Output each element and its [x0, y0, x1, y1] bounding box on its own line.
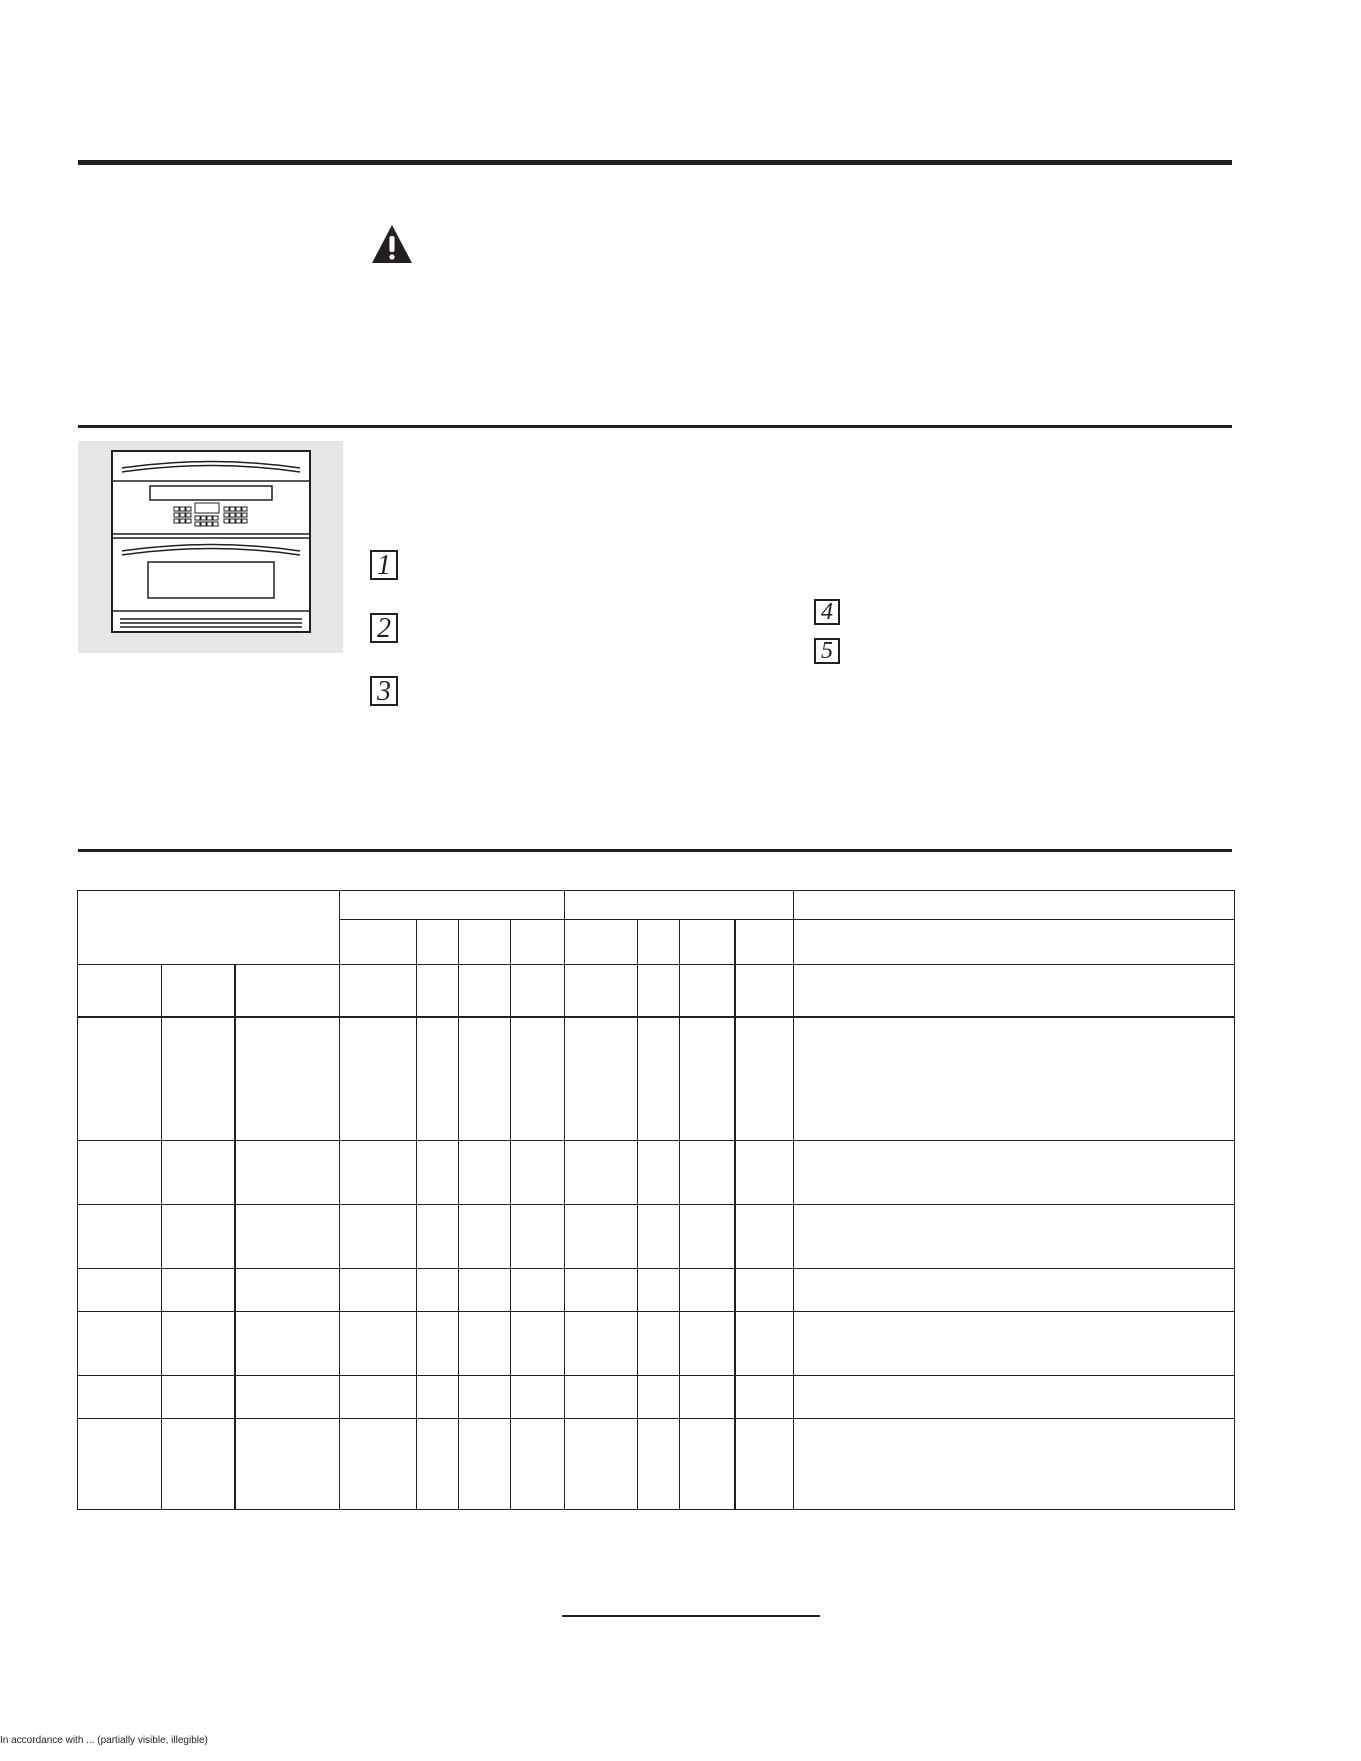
table-cell: [735, 1312, 794, 1376]
table-row: [78, 1141, 1235, 1205]
table-cell: [565, 1205, 638, 1269]
table-header-cell: [417, 920, 459, 965]
table-cell: [235, 1205, 340, 1269]
table-cell: [794, 1141, 1235, 1205]
table-header-cell: [680, 920, 735, 965]
table-cell: [340, 1419, 417, 1510]
table-header-cell: [340, 920, 417, 965]
table-cell: [417, 1205, 459, 1269]
table-row: [78, 1205, 1235, 1269]
table-cell: [162, 1312, 235, 1376]
table-cell: [680, 1205, 735, 1269]
table-header-cell: [680, 965, 735, 1017]
table-cell: [78, 1419, 162, 1510]
footnote: In accordance with ... (partially visible, illegible): [0, 1735, 208, 1746]
table-cell: [78, 1205, 162, 1269]
table-cell: [735, 1419, 794, 1510]
table-header-cell: [459, 920, 511, 965]
section-rule-specifications: [78, 849, 1232, 852]
table-cell: [235, 1312, 340, 1376]
table-cell: [459, 1419, 511, 1510]
table-cell: [459, 1312, 511, 1376]
table-cell: [735, 1376, 794, 1419]
table-cell: [459, 1017, 511, 1141]
table-cell: [417, 1017, 459, 1141]
table-header-cell: [565, 965, 638, 1017]
table-cell: [511, 1376, 565, 1419]
table-cell: [680, 1376, 735, 1419]
table-cell: [638, 1419, 680, 1510]
top-rule: [78, 160, 1232, 165]
table-row: [78, 1312, 1235, 1376]
table-cell: [235, 1017, 340, 1141]
step-marker-5: 5: [814, 638, 840, 664]
table-header-cell: [565, 920, 638, 965]
table-cell: [565, 1269, 638, 1312]
table-cell: [735, 1017, 794, 1141]
table-cell: [511, 1312, 565, 1376]
table-cell: [638, 1312, 680, 1376]
table-cell: [417, 1419, 459, 1510]
table-cell: [78, 1376, 162, 1419]
table-cell: [340, 1312, 417, 1376]
table-cell: [459, 1205, 511, 1269]
specifications-table: [77, 890, 1235, 1510]
table-cell: [417, 1312, 459, 1376]
table-cell: [78, 1017, 162, 1141]
table-cell: [638, 1017, 680, 1141]
warning-triangle-icon: [370, 222, 414, 266]
table-cell: [794, 1419, 1235, 1510]
table-cell: [459, 1269, 511, 1312]
table-header-cell: [638, 920, 680, 965]
table-cell: [565, 1312, 638, 1376]
table-cell: [340, 1205, 417, 1269]
table-cell: [794, 1205, 1235, 1269]
table-cell: [235, 1376, 340, 1419]
table-cell: [735, 1205, 794, 1269]
table-header-cell: [794, 891, 1235, 920]
table-header-cell: [735, 920, 794, 965]
table-header-cell: [794, 920, 1235, 965]
table-cell: [680, 1269, 735, 1312]
table-header-cell: [638, 965, 680, 1017]
table-row: [78, 1419, 1235, 1510]
table-cell: [162, 1141, 235, 1205]
table-cell: [680, 1419, 735, 1510]
section-rule-installation: [78, 425, 1232, 428]
table-header-cell: [340, 965, 417, 1017]
table-header-cell: [565, 891, 794, 920]
table-cell: [340, 1017, 417, 1141]
table-cell: [794, 1376, 1235, 1419]
footer-rule: [562, 1615, 820, 1617]
table-cell: [417, 1376, 459, 1419]
table-cell: [417, 1141, 459, 1205]
table-row: [78, 1376, 1235, 1419]
table-cell: [78, 1141, 162, 1205]
table-cell: [78, 1269, 162, 1312]
table-header-cell: [340, 891, 565, 920]
table-cell: [735, 1269, 794, 1312]
table-cell: [340, 1141, 417, 1205]
table-header-cell: [735, 965, 794, 1017]
table-cell: [511, 1141, 565, 1205]
table-cell: [459, 1141, 511, 1205]
table-cell: [162, 1017, 235, 1141]
table-cell: [565, 1017, 638, 1141]
table-row: [78, 1269, 1235, 1312]
table-cell: [565, 1376, 638, 1419]
table-cell: [794, 1269, 1235, 1312]
table-header-group-row: [78, 891, 1235, 920]
table-header-cell: [162, 965, 235, 1017]
table-header-cell: [417, 965, 459, 1017]
table-cell: [417, 1269, 459, 1312]
table-cell: [794, 1017, 1235, 1141]
double-wall-oven-icon: [78, 441, 343, 653]
table-header-cell: [794, 965, 1235, 1017]
table-row: [78, 1017, 1235, 1141]
table-cell: [680, 1312, 735, 1376]
table-cell: [511, 1419, 565, 1510]
table-cell: [511, 1205, 565, 1269]
table-cell: [794, 1312, 1235, 1376]
table-header-cell: [459, 965, 511, 1017]
table-cell: [680, 1141, 735, 1205]
table-cell: [162, 1419, 235, 1510]
table-cell: [162, 1269, 235, 1312]
table-header-col-row: [78, 965, 1235, 1017]
table-cell: [235, 1141, 340, 1205]
table-cell: [565, 1419, 638, 1510]
table-header-cell: [78, 965, 162, 1017]
table-cell: [565, 1141, 638, 1205]
step-marker-3: 3: [370, 676, 398, 706]
table-cell: [638, 1269, 680, 1312]
table-cell: [638, 1205, 680, 1269]
table-header-cell: [235, 965, 340, 1017]
step-marker-1: 1: [370, 550, 398, 580]
table-header-cell: [511, 965, 565, 1017]
table-cell: [638, 1376, 680, 1419]
table-cell: [235, 1269, 340, 1312]
table-cell: [340, 1269, 417, 1312]
table-cell: [162, 1205, 235, 1269]
table-cell: [680, 1017, 735, 1141]
table-cell: [78, 1312, 162, 1376]
table-header-cell: [511, 920, 565, 965]
table-cell: [511, 1269, 565, 1312]
table-header-cell: [78, 891, 340, 965]
step-marker-4: 4: [814, 599, 840, 625]
table-cell: [340, 1376, 417, 1419]
oven-illustration-panel: [78, 441, 343, 653]
table-cell: [638, 1141, 680, 1205]
table-cell: [511, 1017, 565, 1141]
table-cell: [735, 1141, 794, 1205]
table-cell: [459, 1376, 511, 1419]
table-cell: [235, 1419, 340, 1510]
table-cell: [162, 1376, 235, 1419]
step-marker-2: 2: [370, 613, 398, 643]
